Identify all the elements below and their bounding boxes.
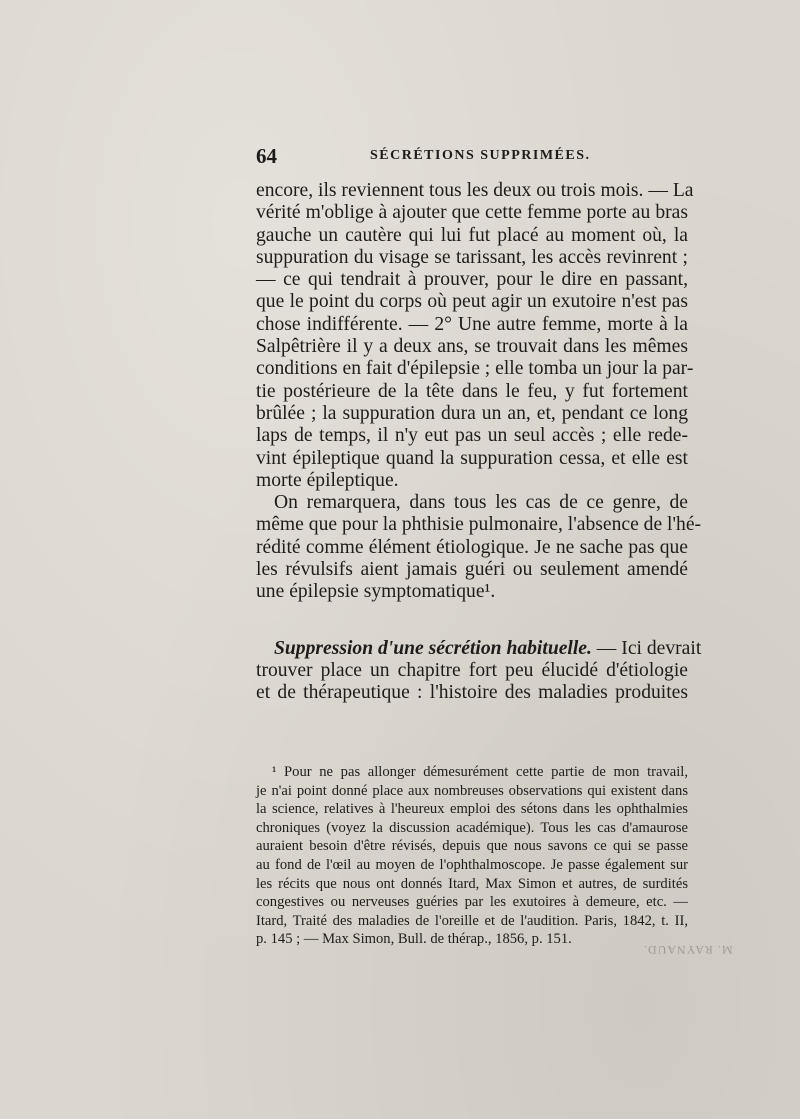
section-line: trouver place un chapitre fort peu élucidé d'étiologie bbox=[256, 659, 688, 681]
footnote-line: la science, relatives à l'heureux emploi des sétons dans les ophthalmies bbox=[256, 801, 688, 818]
section-line: et de thérapeutique : l'histoire des maladies produites bbox=[256, 682, 688, 704]
text-line: brûlée ; la suppuration dura un an, et, pendant ce long bbox=[256, 402, 688, 424]
paragraph-line: les révulsifs aient jamais guéri ou seulement amendé bbox=[256, 559, 688, 581]
text-line: Salpêtrière il y a deux ans, se trouvait dans les mêmes bbox=[256, 336, 688, 358]
bleed-through-signature: M. RAYNAUD. bbox=[643, 943, 733, 957]
text-line: laps de temps, il n'y eut pas un seul accès ; elle rede- bbox=[256, 425, 688, 447]
footnote-line: les récits que nous ont donnés Itard, Max Simon et autres, de surdités bbox=[256, 875, 688, 892]
text-line: morte épileptique. bbox=[256, 469, 399, 491]
section-heading: Suppression d'une sécrétion habituelle. bbox=[274, 637, 592, 659]
text-line: — ce qui tendrait à prouver, pour le dire en passant, bbox=[256, 269, 688, 291]
text-line: tie postérieure de la tête dans le feu, y fut fortement bbox=[256, 380, 688, 402]
section-line: — Ici devrait bbox=[591, 637, 702, 659]
text-line: encore, ils reviennent tous les deux ou trois mois. — La bbox=[256, 180, 694, 201]
footnote-line: congestives ou nerveuses guéries par les exutoires à demeure, etc. — bbox=[256, 894, 688, 911]
paragraph-line: On remarquera, dans tous les cas de ce genre, de bbox=[274, 492, 688, 514]
footnote-line: ¹ Pour ne pas allonger démesurément cette partie de mon travail, bbox=[272, 764, 688, 780]
text-line: que le point du corps où peut agir un exutoire n'est pas bbox=[256, 291, 688, 313]
running-title: SÉCRÉTIONS SUPPRIMÉES. bbox=[370, 148, 591, 163]
text-line: suppuration du visage se tarissant, les accès revinrent ; bbox=[256, 246, 688, 268]
text-line: conditions en fait d'épilepsie ; elle tomba un jour la par- bbox=[256, 358, 694, 380]
paragraph-line: une épilepsie symptomatique¹. bbox=[256, 581, 496, 603]
page-header bbox=[256, 144, 696, 174]
footnote-line: Itard, Traité des maladies de l'oreille et de l'audition. Paris, 1842, t. II, bbox=[256, 912, 688, 929]
footnote bbox=[256, 763, 688, 949]
text-line: chose indifférente. — 2° Une autre femme, morte à la bbox=[256, 313, 688, 335]
text-line: vérité m'oblige à ajouter que cette femme porte au bras bbox=[256, 202, 688, 224]
footnote-line: chroniques (voyez la discussion académique). Tous les cas d'amaurose bbox=[256, 819, 688, 836]
paragraph-line: rédité comme élément étiologique. Je ne sache pas que bbox=[256, 536, 688, 558]
main-text bbox=[256, 180, 702, 705]
section-spacer bbox=[256, 604, 688, 638]
footnote-line: auraient besoin d'être révisés, depuis que nous savons ce qui se passe bbox=[256, 838, 688, 855]
paragraph-line: même que pour la phthisie pulmonaire, l'absence de l'hé- bbox=[256, 514, 702, 536]
page-number: 64 bbox=[256, 144, 277, 168]
section-first-line bbox=[256, 637, 702, 660]
footnote-line: je n'ai point donné place aux nombreuses observations qui existent dans bbox=[256, 782, 688, 799]
footnote-line: au fond de l'œil au moyen de l'ophthalmoscope. Je passe également sur bbox=[256, 856, 688, 873]
text-line: gauche un cautère qui lui fut placé au moment où, la bbox=[256, 224, 688, 246]
text-line: vint épileptique quand la suppuration cessa, et elle est bbox=[256, 447, 688, 469]
footnote-line: p. 145 ; — Max Simon, Bull. de thérap., 1856, p. 151. bbox=[256, 931, 572, 948]
